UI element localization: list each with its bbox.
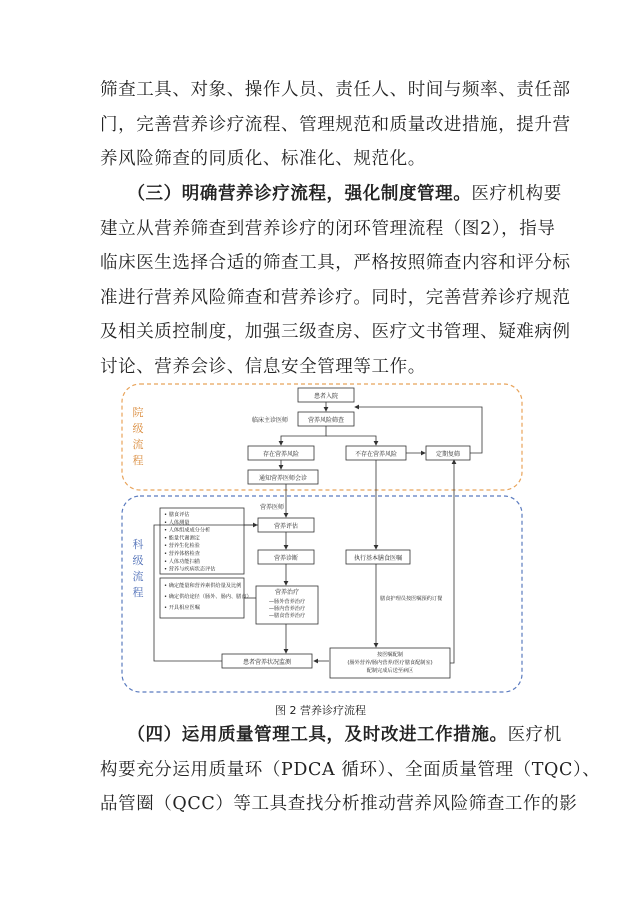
prep-line: 按医嘱配制 xyxy=(377,652,403,658)
group-label-char: 程 xyxy=(132,586,144,599)
paragraph-2 xyxy=(100,177,571,384)
treatment-item: —肠外营养治疗 xyxy=(268,599,306,605)
text-line: 建立从营养筛查到营养诊疗的闭环管理流程（图2），指导 xyxy=(100,218,556,239)
text-line: 构要充分运用质量环（PDCA 循环）、全面质量管理（TQC）、 xyxy=(100,759,601,780)
screening-label: 营养风险筛查 xyxy=(307,417,345,424)
paragraph-1 xyxy=(100,73,571,177)
assessment-label: 营养评估 xyxy=(273,523,299,530)
assessment-item: • 人体功能扫描 xyxy=(164,558,200,565)
text-line xyxy=(100,177,562,212)
text-line: 及相关质控制度，加强三级查房、医疗文书管理、疑难病例 xyxy=(100,322,571,342)
treatment-item: —膳食营养治疗 xyxy=(268,613,306,619)
text-line: 筛查工具、对象、操作人员、责任人、时间与频率、责任部 xyxy=(100,80,571,100)
prep-line: (肠外营养/肠内营养/医疗膳食配制室) xyxy=(347,660,433,666)
group-label-char: 院 xyxy=(132,406,144,419)
group-label-char: 级 xyxy=(132,422,144,435)
flowchart-svg xyxy=(118,378,528,698)
text-line: 品管圈（QCC）等工具查找分析推动营养风险筛查工作的影 xyxy=(100,794,578,814)
group-label-hospital xyxy=(133,405,144,467)
assessment-item: • 营养体格检查 xyxy=(164,551,200,557)
assessment-item: • 营养与疾病状态评估 xyxy=(164,566,216,573)
monitoring-label: 患者营养状况监测 xyxy=(242,659,292,666)
section-heading: （三）明确营养诊疗流程，强化制度管理。 xyxy=(136,184,472,204)
group-label-char: 程 xyxy=(132,454,144,467)
basic-diet-label: 执行基本膳食医嘱 xyxy=(353,555,403,562)
text-line xyxy=(100,718,562,753)
treatment-item: —肠内营养治疗 xyxy=(268,606,306,612)
flowchart-figure xyxy=(118,378,528,698)
text-line: 门，完善营养诊疗流程、管理规范和质量改进措施，提升营 xyxy=(100,114,571,135)
prep-line: 配制完成后送至病区 xyxy=(366,668,414,674)
figure-caption: 图 2 营养诊疗流程 xyxy=(275,704,366,717)
rescreen-label: 定期复筛 xyxy=(435,451,461,458)
treatment-title: 营养治疗 xyxy=(274,589,300,596)
patient-admission-label: 患者入院 xyxy=(313,393,339,400)
group-label-department xyxy=(133,537,144,599)
plan-item: • 确定能量和营养素供给量及比例 xyxy=(164,583,242,589)
group-label-char: 流 xyxy=(132,438,144,451)
group-label-char: 科 xyxy=(132,538,144,551)
text-line: 临床医生选择合适的筛查工具，严格按照筛查内容和评分标 xyxy=(100,253,571,273)
no-risk-label: 不存在营养风险 xyxy=(354,451,398,458)
text-run: 医疗机 xyxy=(507,725,562,745)
has-risk-label: 存在营养风险 xyxy=(262,451,300,458)
assessment-item: • 人体组成成分分析 xyxy=(164,527,211,534)
group-label-char: 流 xyxy=(132,570,144,583)
notify-label: 通知营养医师会诊 xyxy=(258,475,308,482)
clinician-label: 临床主诊医师 xyxy=(251,417,288,424)
paragraph-3 xyxy=(100,718,601,822)
text-line: 讨论、营养会诊、信息安全管理等工作。 xyxy=(100,356,426,377)
text-line: 养风险筛查的同质化、标准化、规范化。 xyxy=(100,149,426,169)
text-run: 医疗机构要 xyxy=(471,184,562,204)
section-heading: （四）运用质量管理工具，及时改进工作措施。 xyxy=(136,725,508,745)
assessment-item: • 人体测量 xyxy=(164,519,190,526)
assessment-item: • 能量代谢测定 xyxy=(164,535,200,542)
diagnosis-label: 营养诊断 xyxy=(273,555,299,562)
diet-nurse-note: 膳食护理员按医嘱预约订餐 xyxy=(380,596,443,602)
group-label-char: 级 xyxy=(132,554,144,567)
assessment-item: • 营养生化检验 xyxy=(164,543,200,550)
assessment-item: • 膳食评估 xyxy=(164,512,190,518)
plan-item: • 确定供给途径（肠外、肠内、膳食） xyxy=(164,594,252,600)
text-line: 准进行营养风险筛查和营养诊疗。同时，完善营养诊疗规范 xyxy=(100,287,571,308)
dietitian-label: 营养医师 xyxy=(260,504,285,511)
plan-item: • 开具相应医嘱 xyxy=(164,605,200,611)
